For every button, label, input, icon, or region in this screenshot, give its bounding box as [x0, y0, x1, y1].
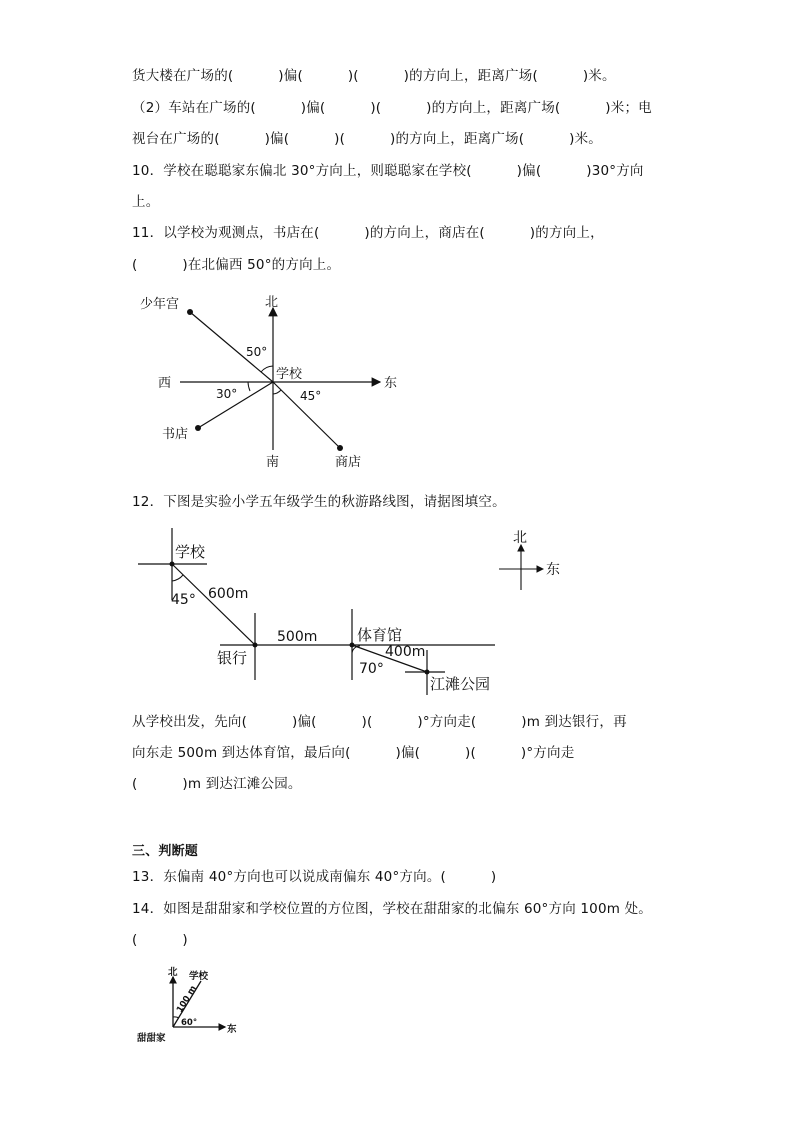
- q11-line2: ( )在北偏西 50°的方向上。: [132, 257, 341, 273]
- fig14-home: 甜甜家: [137, 1033, 166, 1044]
- fig11-youth-palace: 少年宫: [140, 297, 180, 312]
- q13-line: 13．东偏南 40°方向也可以说成南偏东 40°方向。( ): [132, 869, 497, 885]
- figure-14-direction: [135, 965, 250, 1045]
- section-3-heading: 三、判断题: [132, 844, 199, 859]
- fig14-distance: 100 m: [174, 984, 199, 1015]
- fig12-east: 东: [546, 562, 560, 578]
- fig11-south: 南: [266, 455, 280, 470]
- q11-line1: 11．以学校为观测点，书店在( )的方向上，商店在( )的方向上，: [132, 225, 604, 241]
- q10-line1: 10．学校在聪聪家东偏北 30°方向上，则聪聪家在学校( )偏( )30°方向: [132, 163, 644, 179]
- figure-12-route: [135, 525, 565, 700]
- fig14-east: 东: [227, 1024, 237, 1035]
- fig12-park: 江滩公园: [430, 675, 491, 693]
- q12-line3: ( )m 到达江滩公园。: [132, 776, 302, 792]
- fig11-east: 东: [384, 376, 398, 391]
- fig12-bank: 银行: [217, 649, 248, 667]
- q14-line2: ( ): [132, 932, 188, 948]
- fig14-school: 学校: [189, 971, 209, 982]
- fig14-north: 北: [168, 967, 178, 978]
- q12-title: 12．下图是实验小学五年级学生的秋游路线图，请据图填空。: [132, 494, 506, 510]
- fig11-angle-45: 45°: [300, 389, 322, 403]
- q10-line2: 上。: [132, 194, 160, 210]
- fig11-center: 学校: [276, 367, 303, 382]
- fig12-stadium: 体育馆: [357, 626, 403, 644]
- q12-line2: 向东走 500m 到达体育馆，最后向( )偏( )( )°方向走: [132, 745, 575, 761]
- q12-line1: 从学校出发，先向( )偏( )( )°方向走( )m 到达银行，再: [132, 714, 627, 730]
- q9-line2: （2）车站在广场的( )偏( )( )的方向上，距离广场( )米；电: [132, 100, 652, 116]
- fig12-school: 学校: [175, 543, 206, 561]
- fig11-north: 北: [265, 295, 279, 310]
- fig11-angle-50: 50°: [246, 345, 268, 359]
- figure-11-compass: [140, 290, 410, 475]
- fig11-shop: 商店: [335, 455, 362, 470]
- fig11-angle-30: 30°: [216, 387, 238, 401]
- q14-line1: 14．如图是甜甜家和学校位置的方位图，学校在甜甜家的北偏东 60°方向 100m 处。: [132, 901, 652, 917]
- fig11-bookstore: 书店: [162, 427, 189, 442]
- fig14-angle: 60°: [181, 1018, 198, 1028]
- fig12-dist-500: 500m: [277, 629, 318, 645]
- fig12-north: 北: [513, 530, 527, 546]
- fig12-dist-600: 600m: [208, 586, 249, 602]
- fig12-angle-45: 45°: [171, 592, 196, 608]
- q9-line1: 货大楼在广场的( )偏( )( )的方向上，距离广场( )米。: [132, 68, 616, 84]
- fig11-west: 西: [158, 376, 172, 391]
- fig12-dist-400: 400m: [385, 644, 426, 660]
- fig12-angle-70: 70°: [359, 661, 384, 677]
- q9-line3: 视台在广场的( )偏( )( )的方向上，距离广场( )米。: [132, 131, 602, 147]
